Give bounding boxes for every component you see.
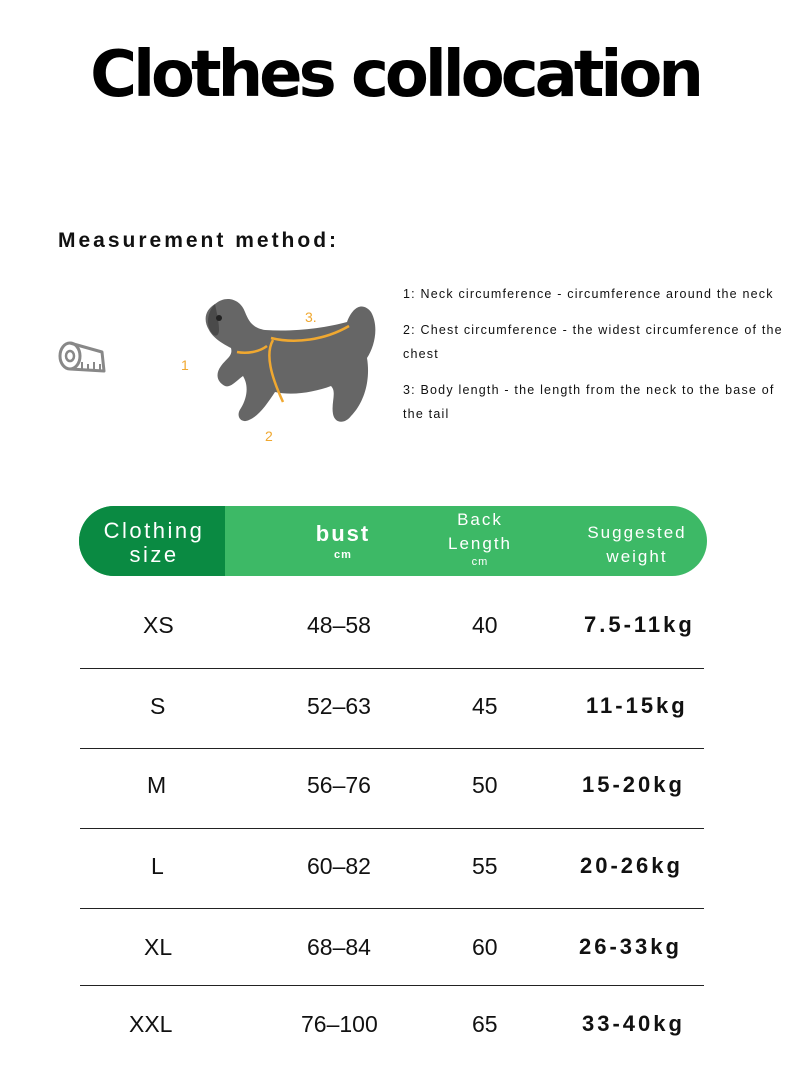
cell-weight: 26-33kg xyxy=(579,934,682,959)
cell-length: 40 xyxy=(472,612,498,638)
marker-chest: 2 xyxy=(265,428,273,444)
header-length-unit: cm xyxy=(471,556,489,568)
measuring-tape-icon xyxy=(58,338,110,376)
note-chest: 2: Chest circumference - the widest circumference of the chest xyxy=(403,323,783,361)
cell-bust: 52–63 xyxy=(307,693,371,719)
header-suggested-weight: Suggested weight xyxy=(587,523,687,566)
header-clothing-size: Clothing size xyxy=(103,518,205,567)
header-bust: bust xyxy=(315,521,371,546)
row-divider xyxy=(80,828,704,829)
dog-silhouette-icon xyxy=(175,292,385,432)
cell-size: XXL xyxy=(129,1011,173,1037)
cell-length: 55 xyxy=(472,853,498,879)
table-row xyxy=(0,1011,790,1041)
table-row xyxy=(0,772,790,802)
cell-length: 45 xyxy=(472,693,498,719)
cell-length: 60 xyxy=(472,934,498,960)
row-divider xyxy=(80,985,704,986)
cell-bust: 48–58 xyxy=(307,612,371,638)
header-back-length: Back Length xyxy=(448,510,512,553)
table-row xyxy=(0,693,790,723)
note-body-length: 3: Body length - the length from the neck to the base of the tail xyxy=(403,383,775,421)
table-row xyxy=(0,853,790,883)
table-row xyxy=(0,934,790,964)
cell-weight: 20-26kg xyxy=(580,853,683,878)
note-neck: 1: Neck circumference - circumference around the neck xyxy=(403,287,774,301)
row-divider xyxy=(80,908,704,909)
cell-size: M xyxy=(147,772,167,798)
measurement-method-title: Measurement method: xyxy=(58,229,340,252)
row-divider xyxy=(80,748,704,749)
cell-length: 65 xyxy=(472,1011,498,1037)
row-divider xyxy=(80,668,704,669)
marker-body-length: 3. xyxy=(305,309,317,325)
measurement-notes xyxy=(403,282,790,438)
cell-size: L xyxy=(151,853,164,879)
cell-size: XL xyxy=(144,934,173,960)
cell-size: XS xyxy=(143,612,174,638)
cell-weight: 7.5-11kg xyxy=(584,612,695,637)
header-bust-group xyxy=(283,521,403,561)
marker-neck: 1 xyxy=(181,357,189,373)
cell-length: 50 xyxy=(472,772,498,798)
cell-weight: 33-40kg xyxy=(582,1011,685,1036)
header-bust-unit: cm xyxy=(334,549,352,561)
cell-bust: 76–100 xyxy=(301,1011,378,1037)
page-title: Clothes collocation xyxy=(90,38,700,112)
cell-bust: 56–76 xyxy=(307,772,371,798)
cell-bust: 68–84 xyxy=(307,934,371,960)
cell-size: S xyxy=(150,693,166,719)
size-table-header xyxy=(79,506,707,576)
cell-weight: 11-15kg xyxy=(586,693,688,718)
cell-bust: 60–82 xyxy=(307,853,371,879)
table-row xyxy=(0,612,790,642)
cell-weight: 15-20kg xyxy=(582,772,685,797)
header-length-group xyxy=(435,508,525,574)
